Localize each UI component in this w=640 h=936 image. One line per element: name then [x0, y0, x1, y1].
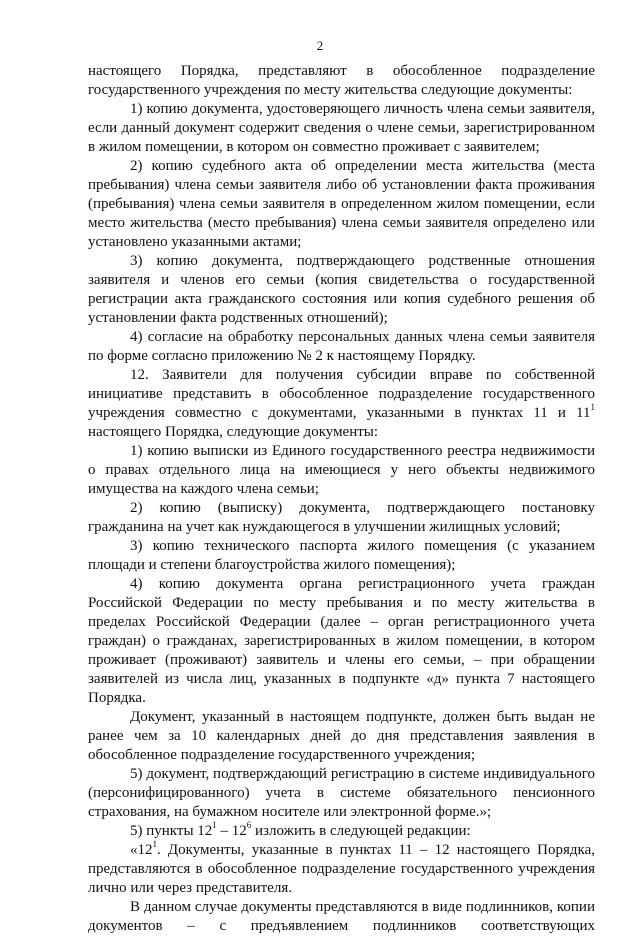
paragraph [88, 62, 595, 100]
document-body [88, 62, 595, 936]
paragraph-text: настоящего Порядка, представляют в обособленное подразделение государственного учреждения по месту жительства следующие документы: [88, 63, 595, 98]
paragraph-text: 2) копию судебного акта об определении места жительства (места пребывания) члена семьи заявителя либо об установлении факта проживания (пребывания) члена семьи заявителя в определенном жилом помещении, если место жительства (место пребывания) члена семьи заявителя определено или установлено указанными актами; [88, 158, 595, 250]
paragraph [88, 366, 595, 442]
paragraph-text: настоящего Порядка, следующие документы: [88, 424, 379, 440]
paragraph [88, 575, 595, 708]
paragraph [88, 100, 595, 157]
paragraph-text: 4) согласие на обработку персональных данных члена семьи заявителя по форме согласно приложению № 2 к настоящему Порядку. [88, 329, 595, 364]
paragraph-text: 5) документ, подтверждающий регистрацию в системе индивидуального (персонифицированного) учета в системе обязательного пенсионного страхования, на бумажном носителе или электронной форме.»; [88, 766, 595, 820]
paragraph-text: «12 [130, 842, 153, 858]
page-number: 2 [316, 38, 324, 53]
paragraph [88, 499, 595, 537]
superscript: 1 [152, 839, 157, 849]
paragraph [88, 708, 595, 765]
paragraph [88, 841, 595, 898]
paragraph-text: Документ, указанный в настоящем подпункте, должен быть выдан не ранее чем за 10 календарных дней до дня представления заявления в обособленное подразделение государственного учреждения; [88, 709, 595, 763]
paragraph [88, 822, 595, 841]
paragraph-text: 3) копию технического паспорта жилого помещения (с указанием площади и степени благоустройства жилого помещения); [88, 538, 595, 573]
paragraph-text: 5) пункты 12 [130, 823, 213, 839]
paragraph-text: . Документы, указанные в пунктах 11 – 12 настоящего Порядка, представляются в обособленное подразделение государственного учреждения лично или через представителя. [88, 842, 595, 896]
paragraph-text: изложить в следующей редакции: [251, 823, 471, 839]
superscript: 1 [212, 820, 217, 830]
paragraph [88, 765, 595, 822]
paragraph [88, 442, 595, 499]
paragraph-text: 1) копию выписки из Единого государственного реестра недвижимости о правах отдельного лица на имеющиеся у него объекты недвижимого имущества на каждого члена семьи; [88, 443, 595, 497]
paragraph [88, 328, 595, 366]
paragraph-text: 3) копию документа, подтверждающего родственные отношения заявителя и членов его семьи (копия свидетельства о государственной регистрации акта гражданского состояния или копия судебного решения об установлении факта родственных отношений); [88, 253, 595, 326]
paragraph-text: 2) копию (выписку) документа, подтверждающего постановку гражданина на учет как нуждающегося в улучшении жилищных условий; [88, 500, 595, 535]
superscript: 1 [590, 402, 595, 412]
paragraph-text: 4) копию документа органа регистрационного учета граждан Российской Федерации по месту пребывания и по месту жительства в пределах Российской Федерации (далее – орган регистрационного учета граждан) о гражданах, зарегистрированных в жилом помещении, в котором проживает (проживают) заявитель и члены его семьи, – при обращении заявителей из числа лиц, указанных в подпункте «д» пункта 7 настоящего Порядка. [88, 576, 595, 706]
paragraph-text: В данном случае документы представляются в виде подлинников, копии документов – с предъявлением подлинников соответствующих [88, 899, 595, 934]
paragraph-text: 1) копию документа, удостоверяющего личность члена семьи заявителя, если данный документ содержит сведения о члене семьи, зарегистрированном в жилом помещении, в котором он совместно проживает с заявителем; [88, 101, 595, 155]
superscript: 6 [246, 820, 252, 830]
paragraph [88, 537, 595, 575]
paragraph-text: – 12 [216, 823, 247, 839]
paragraph [88, 898, 595, 936]
paragraph [88, 157, 595, 252]
paragraph [88, 252, 595, 328]
paragraph-text: 12. Заявители для получения субсидии вправе по собственной инициативе представить в обособленное подразделение государственного учреждения совместно с документами, указанными в пунктах 11 и 11 [88, 367, 595, 421]
